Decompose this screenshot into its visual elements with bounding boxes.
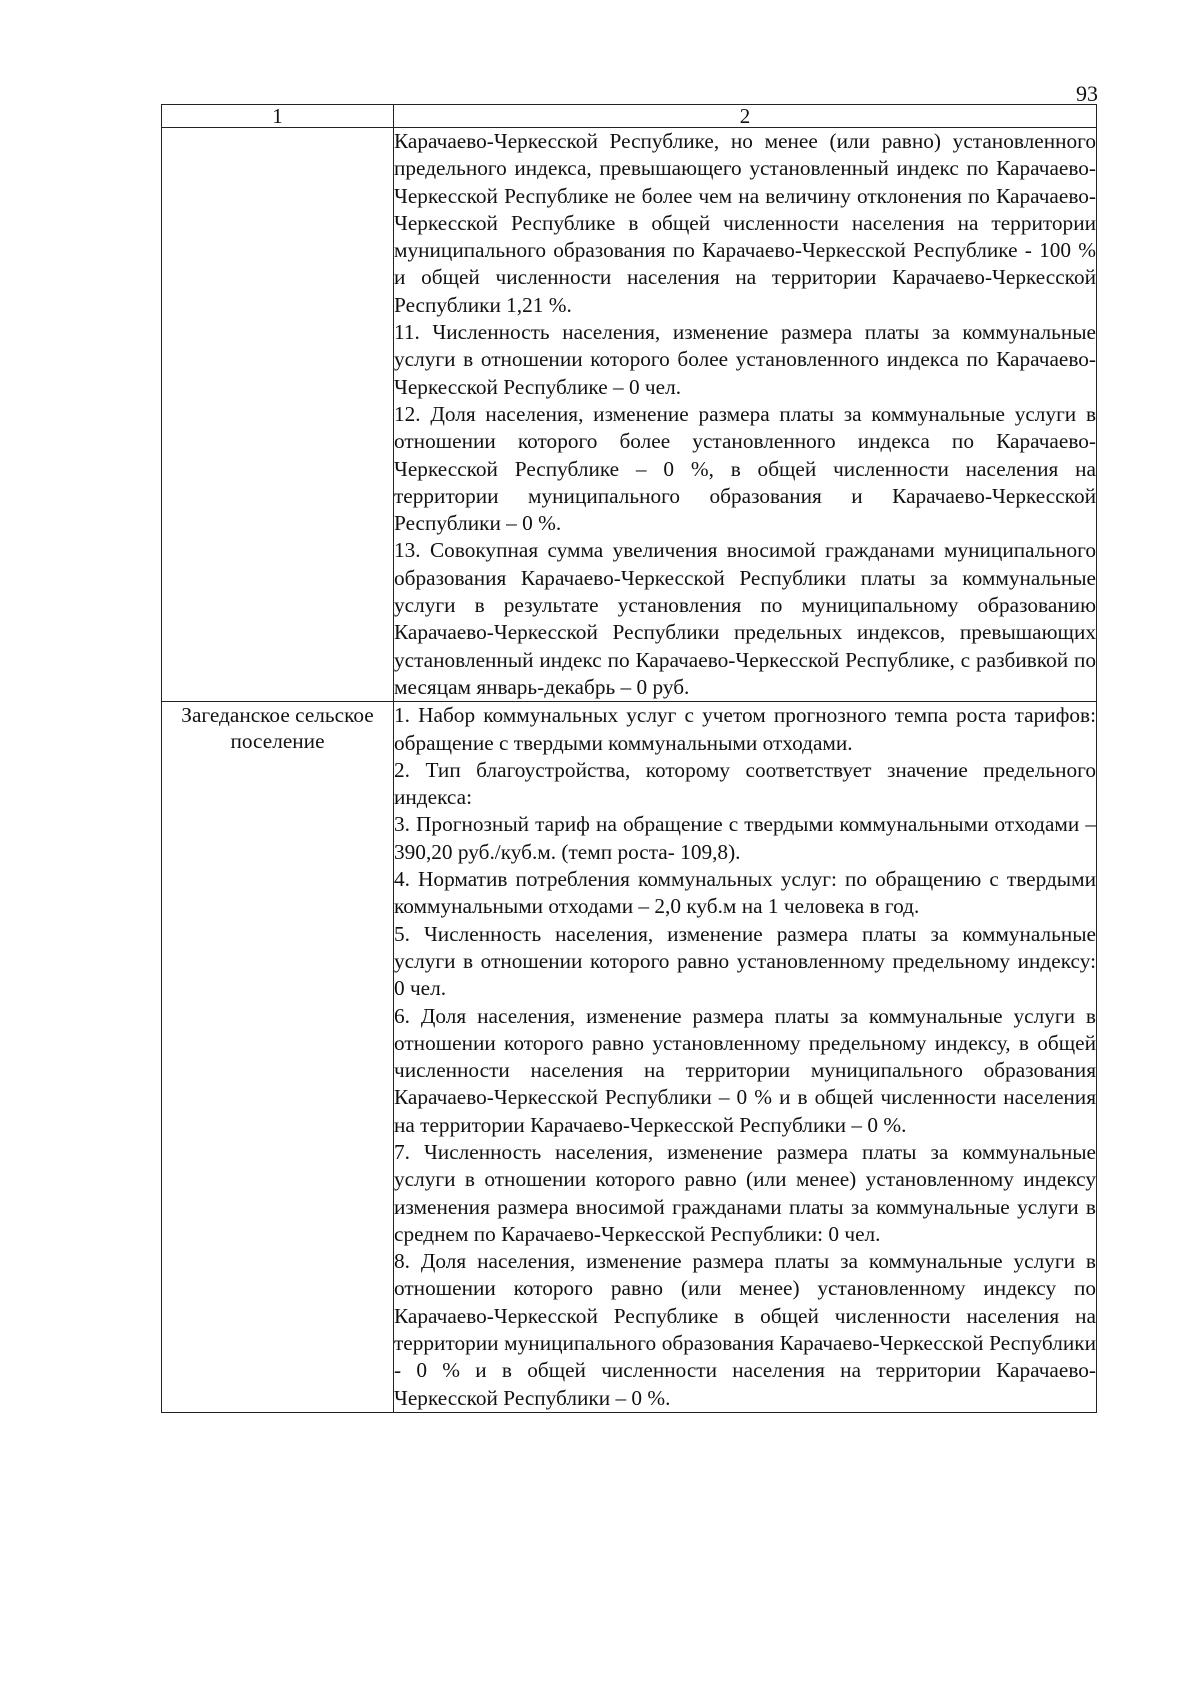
paragraph: 7. Численность населения, изменение размера платы за коммунальные услуги в отношении которого равно (или менее) установленному индексу изменения размера вносимой гражданами платы за коммунальные услуги в среднем по Карачаево-Черкесской Республики: 0 чел. <box>394 1139 1096 1246</box>
paragraph: 11. Численность населения, изменение размера платы за коммунальные услуги в отношении которого более установленного индекса по Карачаево-Черкесской Республике – 0 чел. <box>394 320 1096 399</box>
table-header-row <box>162 105 1097 128</box>
paragraph: 5. Численность населения, изменение размера платы за коммунальные услуги в отношении которого равно установленному предельному индексу: 0 чел. <box>394 921 1096 1001</box>
paragraph: Карачаево-Черкесской Республике, но менее (или равно) установленного предельного индекса, превышающего установленный индекс по Карачаево-Черкесской Республике не более чем на величину отклонения по Карачаево-Черкесской Республике в общей численности населения на территории муниципального образования по Карачаево-Черкесской Республике - 100 % и общей численности населения на территории Карачаево-Черкесской Республики 1,21 %. <box>394 129 1096 317</box>
paragraph: 6. Доля населения, изменение размера платы за коммунальные услуги в отношении которого равно установленному предельному индексу, в общей численности населения на территории муниципального образования Карачаево-Черкесской Республики – 0 % и в общей численности населения на территории Карачаево-Черкесской Республики – 0 %. <box>394 1003 1096 1137</box>
paragraph: 8. Доля населения, изменение размера платы за коммунальные услуги в отношении которого равно (или менее) установленному индексу по Карачаево-Черкесской Республике в общей численности населения на территории муниципального образования Карачаево-Черкесской Республики - 0 % и в общей численности населения на территории Карачаево-Черкесской Республики – 0 %. <box>394 1249 1096 1410</box>
description-cell <box>394 702 1097 1413</box>
settlement-name-cell <box>162 128 394 702</box>
page-number: 93 <box>1076 81 1098 106</box>
paragraph: 13. Совокупная сумма увеличения вносимой гражданами муниципального образования Карачаево-Черкесской Республики платы за коммунальные услуги в результате установления по муниципальному образованию Карачаево-Черкесской Республики предельных индексов, превышающих установленный индекс по Карачаево-Черкесской Республике, с разбивкой по месяцам январь-декабрь – 0 руб. <box>394 538 1096 699</box>
description-cell <box>394 128 1097 702</box>
paragraph: 2. Тип благоустройства, которому соответствует значение предельного индекса: <box>394 757 1096 810</box>
settlement-name-cell: Загеданское сельское поселение <box>162 702 394 1413</box>
paragraph: 4. Норматив потребления коммунальных услуг: по обращению с твердыми коммунальными отходами – 2,0 куб.м на 1 человека в год. <box>394 867 1096 919</box>
paragraph: 1. Набор коммунальных услуг с учетом прогнозного темпа роста тарифов: обращение с твердыми коммунальными отходами. <box>394 703 1096 755</box>
table-row <box>162 702 1097 1413</box>
document-table <box>161 104 1097 1413</box>
paragraph: 3. Прогнозный тариф на обращение с твердыми коммунальными отходами – 390,20 руб./куб.м. (темп роста- 109,8). <box>394 812 1096 864</box>
column-header-1: 1 <box>162 105 394 128</box>
table-row <box>162 128 1097 702</box>
paragraph: 12. Доля населения, изменение размера платы за коммунальные услуги в отношении которого более установленного индекса по Карачаево-Черкесской Республике – 0 %, в общей численности населения на территории муниципального образования и Карачаево-Черкесской Республики – 0 %. <box>394 401 1096 536</box>
column-header-2: 2 <box>394 105 1097 128</box>
